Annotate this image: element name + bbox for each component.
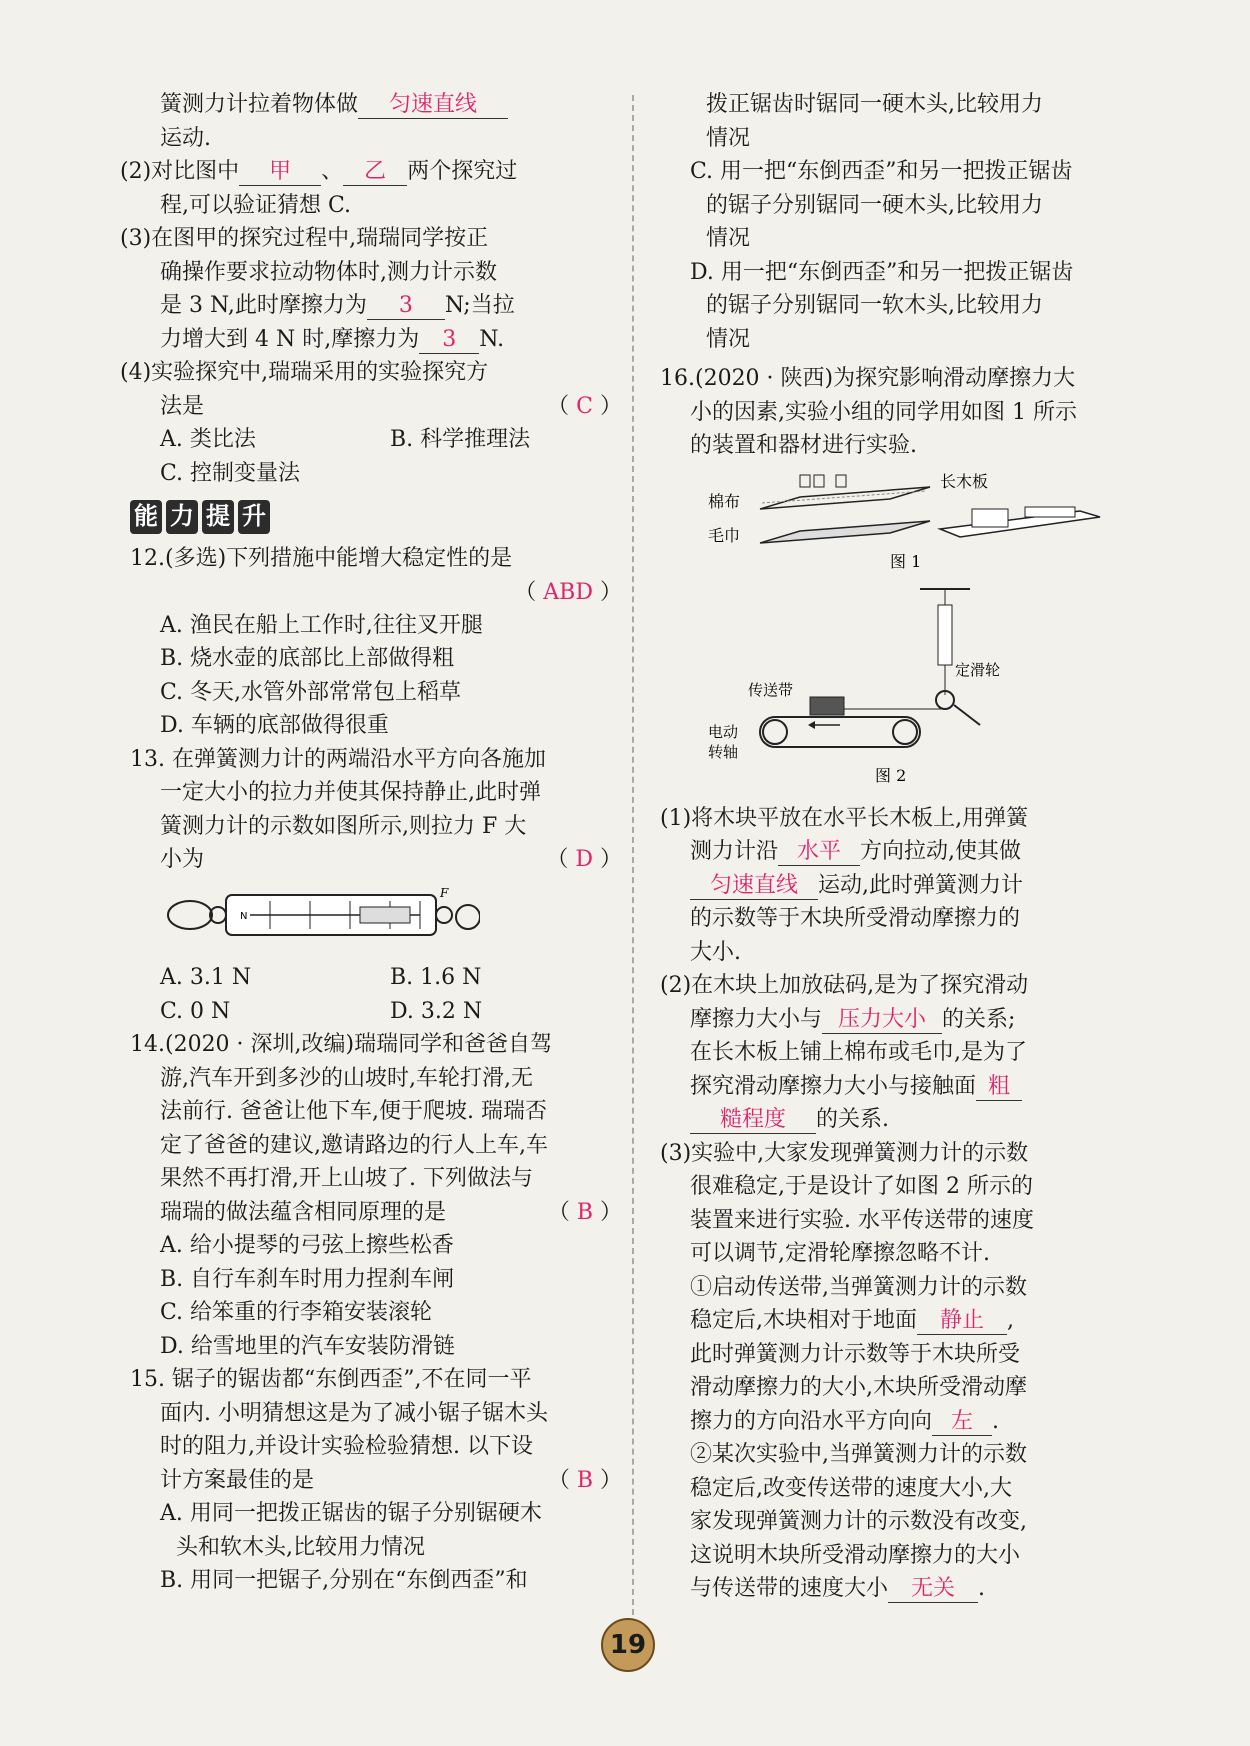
q16-1-line5: 大小. bbox=[690, 939, 741, 965]
q14-option-a: A. 给小提琴的弓弦上擦些松香 bbox=[160, 1233, 454, 1258]
q15-line3: 时的阻力,并设计实验检验猜想. 以下设 bbox=[160, 1434, 533, 1459]
q11-4-option-c: C. 控制变量法 bbox=[160, 460, 301, 486]
q11-line1: 簧测力计拉着物体做 匀速直线 bbox=[160, 88, 630, 122]
q16-3-sub2-answer: 无关 bbox=[888, 1576, 978, 1603]
q11-4-line2: 法是 （ C ） bbox=[160, 390, 630, 424]
q16-3-sub1-line1: ①启动传送带,当弹簧测力计的示数 bbox=[690, 1274, 1027, 1300]
column-divider bbox=[632, 95, 634, 1615]
q13-line3: 簧测力计的示数如图所示,则拉力 F 大 bbox=[160, 813, 527, 839]
q11-2-line1: (2)对比图中 甲 、 乙 两个探究过 bbox=[120, 159, 518, 184]
page-number: 19 bbox=[601, 1618, 655, 1672]
q13-paren: （ D ） bbox=[546, 847, 622, 872]
q16-1-answer-1: 水平 bbox=[778, 839, 860, 866]
q13-option-b: B. 1.6 N bbox=[390, 965, 482, 990]
q15-paren: （ B ） bbox=[547, 1467, 622, 1493]
q15-option-b-line3: 情况 bbox=[706, 125, 751, 151]
q16-line2: 小的因素,实验小组的同学用如图 1 所示 bbox=[690, 399, 1077, 425]
q15-line4: 计方案最佳的是 （ B ） bbox=[160, 1464, 630, 1498]
q16-line3: 的装置和器材进行实验. bbox=[690, 433, 917, 458]
q11-2-answer-b: 乙 bbox=[343, 159, 407, 186]
q16-3-line2: 很难稳定,于是设计了如图 2 所示的 bbox=[690, 1174, 1033, 1199]
q13-line1: 13. 在弹簧测力计的两端沿水平方向各施加 bbox=[130, 746, 546, 772]
q16-2-answer-2a: 粗 bbox=[976, 1074, 1022, 1101]
q13-option-a: A. 3.1 N bbox=[160, 965, 252, 990]
q11-3-line3: 是 3 N,此时摩擦力为 3 N;当拉 bbox=[160, 293, 515, 318]
q14-line2: 游,汽车开到多沙的山坡时,车轮打滑,无 bbox=[160, 1065, 533, 1091]
q12-option-b: B. 烧水壶的底部比上部做得粗 bbox=[160, 646, 455, 671]
q16-1-answer-2: 匀速直线 bbox=[690, 873, 818, 900]
q14-option-c: C. 给笨重的行李箱安装滚轮 bbox=[160, 1300, 433, 1325]
q16-3-line3: 装置来进行实验. 水平传送带的速度 bbox=[690, 1207, 1034, 1233]
figure-2-caption: 图 2 bbox=[875, 766, 907, 785]
section-char-3: 提 bbox=[202, 500, 234, 534]
q16-3-sub1-line3: 此时弹簧测力计示数等于木块所受 bbox=[690, 1341, 1021, 1367]
q14-line6: 瑞瑞的做法蕴含相同原理的是 （ B ） bbox=[160, 1196, 630, 1230]
q14-line1: 14.(2020 · 深圳,改编)瑞瑞同学和爸爸自驾 bbox=[130, 1032, 553, 1057]
q13-line2: 一定大小的拉力并使其保持静止,此时弹 bbox=[160, 780, 541, 805]
q11-4-paren: （ C ） bbox=[547, 393, 622, 419]
q16-3-sub1-line4: 滑动摩擦力的大小,木块所受滑动摩 bbox=[690, 1375, 1027, 1400]
q16-1-line3: 匀速直线 运动,此时弹簧测力计 bbox=[690, 869, 1140, 903]
q16-1-line4: 的示数等于木块所受滑动摩擦力的 bbox=[690, 906, 1021, 931]
q16-3-line4: 可以调节,定滑轮摩擦忽略不计. bbox=[690, 1241, 990, 1266]
left-column bbox=[120, 88, 630, 1598]
q15-option-c-line3: 情况 bbox=[706, 226, 751, 251]
q12-option-c: C. 冬天,水管外部常常包上稻草 bbox=[160, 679, 462, 705]
q14-line5: 果然不再打滑,开上山坡了. 下列做法与 bbox=[160, 1166, 533, 1191]
q11-3-line1: (3)在图甲的探究过程中,瑞瑞同学按正 bbox=[120, 226, 489, 251]
q16-2-line4: 探究滑动摩擦力大小与接触面 粗 bbox=[690, 1070, 1140, 1104]
q13-option-d: D. 3.2 N bbox=[390, 998, 483, 1024]
label-fixed-pulley: 定滑轮 bbox=[955, 661, 1001, 679]
q14-option-b: B. 自行车刹车时用力捏刹车闸 bbox=[160, 1266, 455, 1292]
q16-3-sub2-line4: 这说明木块所受滑动摩擦力的大小 bbox=[690, 1542, 1021, 1568]
q15-line2: 面内. 小明猜想这是为了减小锯子锯木头 bbox=[160, 1400, 548, 1426]
q15-option-b-line1: B. 用同一把锯子,分别在“东倒西歪”和 bbox=[160, 1568, 528, 1593]
section-char-2: 力 bbox=[166, 500, 198, 534]
q16-2-line1: (2)在木块上加放砝码,是为了探究滑动 bbox=[660, 973, 1029, 998]
q14-line3: 法前行. 爸爸让他下车,便于爬坡. 瑞瑞否 bbox=[160, 1099, 547, 1124]
q15-line1: 15. 锯子的锯齿都“东倒西歪”,不在同一平 bbox=[130, 1367, 532, 1392]
q12-stem: 12.(多选)下列措施中能增大稳定性的是 bbox=[130, 546, 513, 571]
q16-3-sub1-line2: 稳定后,木块相对于地面 静止 , bbox=[690, 1308, 1014, 1333]
q16-2-answer-1: 压力大小 bbox=[822, 1007, 942, 1034]
q14-option-d: D. 给雪地里的汽车安装防滑链 bbox=[160, 1333, 455, 1359]
q16-2-line2: 摩擦力大小与 压力大小 的关系; bbox=[690, 1006, 1016, 1032]
q15-option-a-line1: A. 用同一把拨正锯齿的锯子分别锯硬木 bbox=[160, 1501, 542, 1526]
section-char-1: 能 bbox=[130, 500, 162, 534]
q11-2-line2: 程,可以验证猜想 C. bbox=[160, 192, 352, 218]
q16-1-line1: (1)将木块平放在水平长木板上,用弹簧 bbox=[660, 805, 1029, 831]
spring-scale-figure bbox=[160, 883, 630, 956]
q15-option-a-line2: 头和软木头,比较用力情况 bbox=[176, 1534, 425, 1560]
q15-option-c-line1: C. 用一把“东倒西歪”和另一把拨正锯齿 bbox=[690, 159, 1073, 184]
q11-3-answer-2: 3 bbox=[419, 327, 479, 354]
q16-3-sub2-line3: 家发现弹簧测力计的示数没有改变, bbox=[690, 1509, 1027, 1534]
q11-3-line2: 确操作要求拉动物体时,测力计示数 bbox=[160, 259, 497, 285]
figure-force-label: F bbox=[440, 885, 449, 900]
q16-2-line5: 糙程度 的关系. bbox=[690, 1103, 1140, 1137]
q16-1-line2: 测力计沿 水平 方向拉动,使其做 bbox=[690, 839, 1022, 864]
label-towel: 毛巾 bbox=[708, 525, 741, 545]
figure-1-caption: 图 1 bbox=[890, 551, 922, 569]
right-column bbox=[660, 88, 1140, 1606]
q11-4-line1: (4)实验探究中,瑞瑞采用的实验探究方 bbox=[120, 360, 489, 385]
label-conveyor-belt: 传送带 bbox=[748, 681, 794, 699]
q16-3-sub2-line1: ②某次实验中,当弹簧测力计的示数 bbox=[690, 1442, 1027, 1467]
figure-unit-label: N bbox=[240, 910, 248, 922]
q16-3-line1: (3)实验中,大家发现弹簧测力计的示数 bbox=[660, 1140, 1029, 1166]
section-title-ability bbox=[130, 500, 630, 534]
q16-3-sub2-line5: 与传送带的速度大小 无关 . bbox=[690, 1576, 986, 1601]
label-motor-axle: 转轴 bbox=[708, 743, 739, 761]
q11-2-answer-a: 甲 bbox=[239, 159, 321, 186]
q15-option-c-line2: 的锯子分别锯同一硬木头,比较用力 bbox=[706, 192, 1043, 218]
q11-line2: 运动. bbox=[160, 125, 211, 151]
q12-option-d: D. 车辆的底部做得很重 bbox=[160, 713, 389, 738]
q13-option-c: C. 0 N bbox=[160, 998, 231, 1024]
q12-paren: （ ABD ） bbox=[514, 579, 622, 605]
label-long-board: 长木板 bbox=[940, 471, 989, 491]
q15-option-d-line1: D. 用一把“东倒西歪”和另一把拨正锯齿 bbox=[690, 259, 1074, 285]
q16-3-sub2-line2: 稳定后,改变传送带的速度大小,大 bbox=[690, 1475, 1012, 1501]
q12-option-a: A. 渔民在船上工作时,往往叉开腿 bbox=[160, 612, 483, 638]
q15-option-d-line3: 情况 bbox=[706, 326, 751, 352]
q12-answer-line bbox=[160, 576, 630, 609]
q16-3-sub1-answer-1: 静止 bbox=[917, 1308, 1007, 1335]
q16-line1: 16.(2020 · 陕西)为探究影响滑动摩擦力大 bbox=[660, 366, 1076, 391]
q13-line4: 小为 （ D ） bbox=[160, 843, 630, 877]
label-motor: 电动 bbox=[708, 723, 739, 741]
q11-4-options-row1 bbox=[160, 423, 630, 457]
q16-2-answer-2b: 糙程度 bbox=[690, 1107, 816, 1134]
q16-3-sub1-line5: 擦力的方向沿水平方向向 左 . bbox=[690, 1408, 1000, 1434]
q14-paren: （ B ） bbox=[547, 1199, 622, 1225]
q15-option-d-line2: 的锯子分别锯同一软木头,比较用力 bbox=[706, 293, 1043, 318]
q11-3-answer-1: 3 bbox=[367, 293, 445, 320]
q16-2-line3: 在长木板上铺上棉布或毛巾,是为了 bbox=[690, 1040, 1027, 1065]
q13-options-row1 bbox=[160, 961, 630, 995]
section-char-4: 升 bbox=[238, 500, 270, 534]
q11-3-line4: 力增大到 4 N 时,摩擦力为 3 N. bbox=[160, 326, 505, 352]
figure-1 bbox=[690, 469, 1140, 580]
q11-answer-1: 匀速直线 bbox=[358, 92, 508, 119]
q11-4-option-b: B. 科学推理法 bbox=[390, 427, 531, 452]
q13-options-row2 bbox=[160, 995, 630, 1029]
label-cotton: 棉布 bbox=[708, 491, 741, 511]
figure-2 bbox=[690, 585, 1140, 796]
q11-4-option-a: A. 类比法 bbox=[160, 427, 256, 452]
q15-option-b-line2: 拨正锯齿时锯同一硬木头,比较用力 bbox=[706, 92, 1043, 117]
q16-3-sub1-answer-2: 左 bbox=[932, 1409, 992, 1436]
q14-line4: 定了爸爸的建议,邀请路边的行人上车,车 bbox=[160, 1132, 548, 1158]
